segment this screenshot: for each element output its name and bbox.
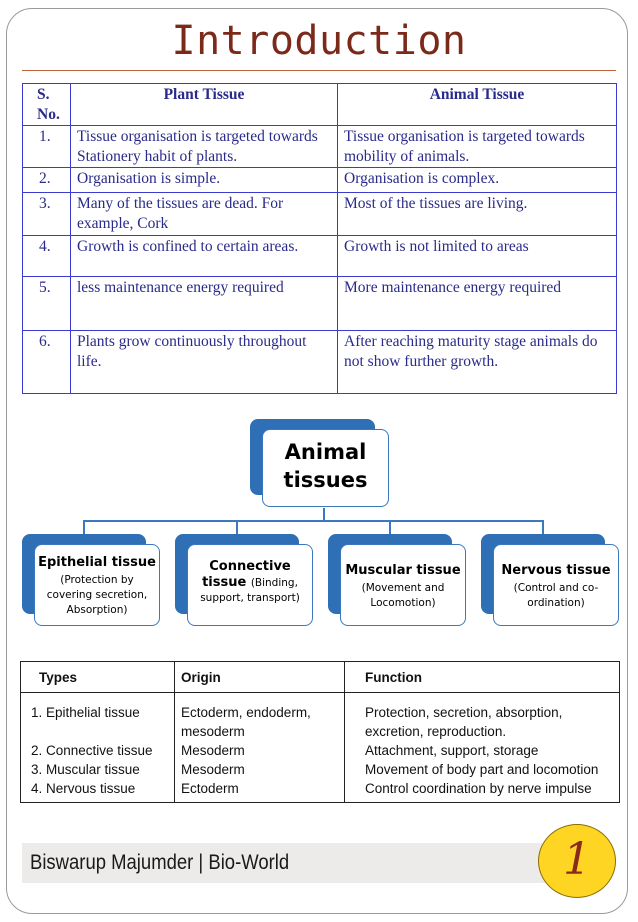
type-cell: 1. Epithelial tissue: [21, 693, 175, 742]
row-number: 5.: [23, 277, 71, 331]
animal-cell: Organisation is complex.: [338, 168, 617, 193]
row-number: 6.: [23, 331, 71, 394]
type-cell: 4. Nervous tissue: [21, 779, 175, 803]
header-types: Types: [21, 662, 175, 693]
function-cell: Protection, secretion, absorption, excretion, reproduction.: [345, 693, 620, 742]
row-number: 1.: [23, 126, 71, 168]
row-number: 3.: [23, 193, 71, 236]
table-row: [23, 168, 617, 193]
table-header-row: [23, 84, 617, 126]
animal-cell: After reaching maturity stage animals do not show further growth.: [338, 331, 617, 394]
header-animal-tissue: Animal Tissue: [338, 84, 617, 126]
node-description: (Movement and Locomotion): [361, 582, 445, 609]
node-title: Epithelial tissue: [38, 555, 156, 570]
node-description: (Protection by covering secretion, Absorption): [46, 574, 148, 616]
plant-cell: Growth is confined to certain areas.: [71, 236, 338, 277]
plant-cell: Tissue organisation is targeted towards Stationery habit of plants.: [71, 126, 338, 168]
row-number: 2.: [23, 168, 71, 193]
function-cell: Movement of body part and locomotion: [345, 760, 620, 779]
table-row: [21, 693, 620, 742]
table-row: [23, 193, 617, 236]
page-title: Introduction: [171, 18, 467, 64]
type-cell: 3. Muscular tissue: [21, 760, 175, 779]
type-cell: 2. Connective tissue: [21, 741, 175, 760]
animal-cell: Most of the tissues are living.: [338, 193, 617, 236]
table-row: [23, 277, 617, 331]
plant-cell: Organisation is simple.: [71, 168, 338, 193]
animal-cell: Tissue organisation is targeted towards mobility of animals.: [338, 126, 617, 168]
plant-cell: Many of the tissues are dead. For example, Cork: [71, 193, 338, 236]
table-row: [21, 760, 620, 779]
table-row: [23, 126, 617, 168]
node-title: Muscular tissue: [345, 563, 461, 578]
header-function: Function: [345, 662, 620, 693]
connector-horizontal: [83, 520, 543, 522]
tissue-types-table: [20, 661, 620, 803]
function-cell: Attachment, support, storage: [345, 741, 620, 760]
plant-animal-comparison-table: [22, 83, 617, 394]
header-sno: S. No.: [23, 84, 71, 126]
origin-cell: Ectoderm, endoderm, mesoderm: [175, 693, 345, 742]
node-title: Connective: [209, 559, 291, 574]
origin-cell: Mesoderm: [175, 760, 345, 779]
animal-cell: More maintenance energy required: [338, 277, 617, 331]
table-row: [23, 331, 617, 394]
node-description: (Control and co-ordination): [513, 582, 599, 609]
table-row: [23, 236, 617, 277]
origin-cell: Mesoderm: [175, 741, 345, 760]
node-title: Nervous tissue: [501, 563, 611, 578]
animal-cell: Growth is not limited to areas: [338, 236, 617, 277]
header-plant-tissue: Plant Tissue: [71, 84, 338, 126]
node-description-inline: (Binding,: [250, 577, 298, 589]
root-node-line1: Animal: [284, 440, 367, 464]
table-row: [21, 779, 620, 803]
table-row: [21, 741, 620, 760]
footer-author: Biswarup Majumder | Bio-World: [30, 851, 290, 874]
node-title-2: tissue: [202, 575, 247, 590]
node-description: support, transport): [200, 592, 300, 604]
origin-cell: Ectoderm: [175, 779, 345, 803]
plant-cell: Plants grow continuously throughout life.: [71, 331, 338, 394]
header-origin: Origin: [175, 662, 345, 693]
footer-bar: [22, 843, 582, 883]
title-divider: [22, 70, 616, 71]
root-node-line2: tissues: [283, 468, 368, 492]
page-number-badge: 1: [538, 824, 616, 898]
function-cell: Control coordination by nerve impulse: [345, 779, 620, 803]
plant-cell: less maintenance energy required: [71, 277, 338, 331]
table-header-row: [21, 662, 620, 693]
row-number: 4.: [23, 236, 71, 277]
